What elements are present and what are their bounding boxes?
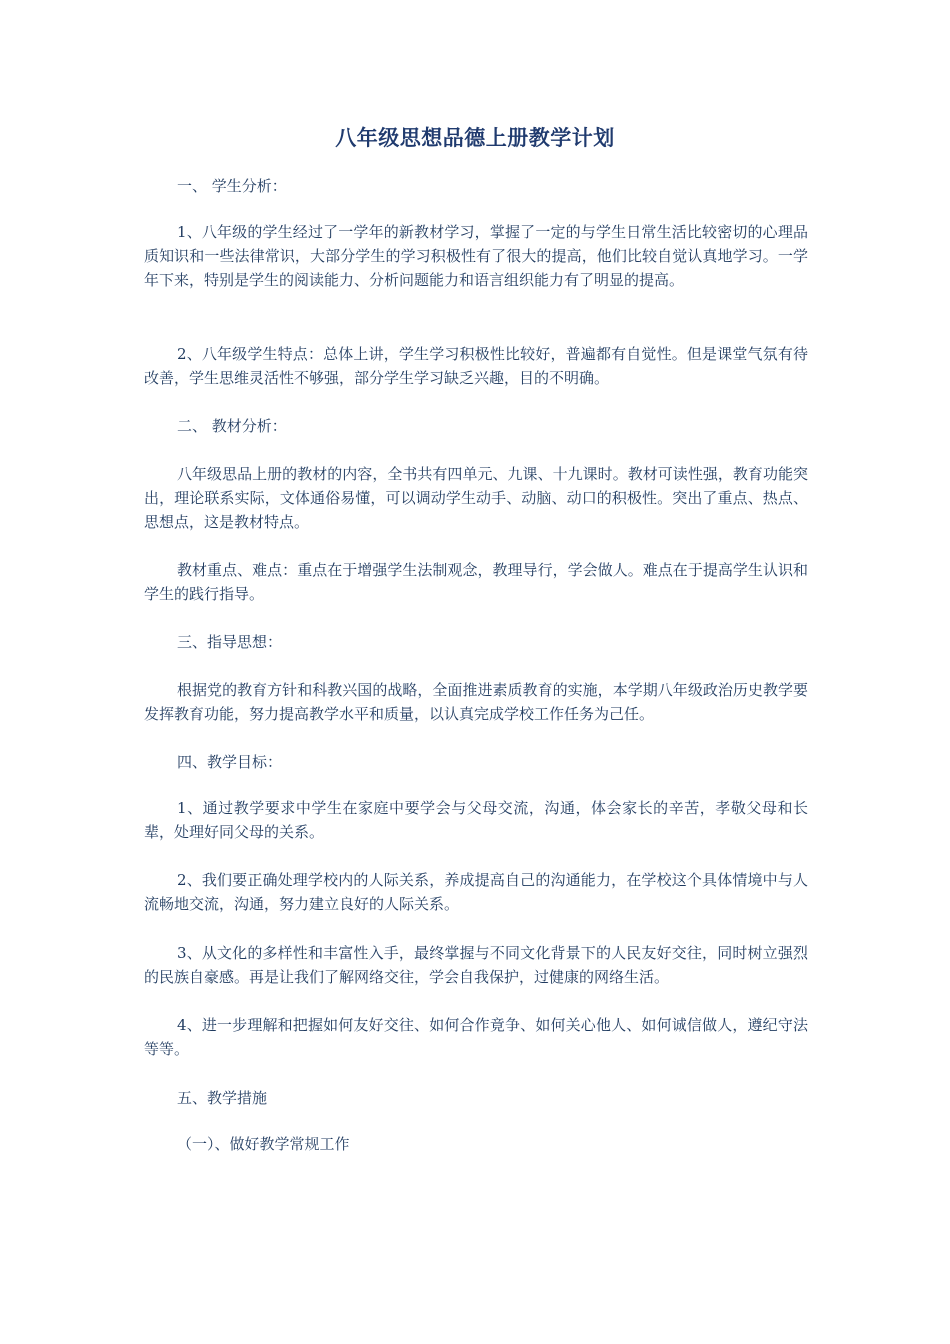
section-heading-guiding-ideology: 三、指导思想：	[177, 633, 283, 651]
section-heading-teaching-measures: 五、教学措施	[177, 1089, 268, 1107]
document-title: 八年级思想品德上册教学计划	[335, 125, 615, 150]
section-heading-textbook-analysis: 二、 教材分析：	[177, 417, 287, 435]
paragraph-student-analysis-2: 2、八年级学生特点：总体上讲，学生学习积极性比较好，普遍都有自觉性。但是课堂气氛有待改善，学生思维灵活性不够强，部分学生学习缺乏兴趣，目的不明确。	[144, 345, 808, 387]
paragraph-textbook-analysis-1: 八年级思品上册的教材的内容，全书共有四单元、九课、十九课时。教材可读性强，教育功能突出，理论联系实际，文体通俗易懂，可以调动学生动手、动脑、动口的积极性。突出了重点、热点、思想点，这是教材特点。	[144, 465, 808, 531]
paragraph-teaching-goal-4: 4、进一步理解和把握如何友好交往、如何合作竟争、如何关心他人、如何诚信做人，遵纪守法等等。	[144, 1016, 808, 1058]
subsection-heading-routine-work: （一）、做好教学常规工作	[177, 1135, 350, 1153]
paragraph-student-analysis-1: 1、八年级的学生经过了一学年的新教材学习，掌握了一定的与学生日常生活比较密切的心理品质知识和一些法律常识，大部分学生的学习积极性有了很大的提高，他们比较自觉认真地学习。一学年下来，特别是学生的阅读能力、分析问题能力和语言组织能力有了明显的提高。	[144, 223, 808, 289]
paragraph-teaching-goal-3: 3、从文化的多样性和丰富性入手，最终掌握与不同文化背景下的人民友好交往，同时树立强烈的民族自豪感。再是让我们了解网络交往，学会自我保护，过健康的网络生活。	[144, 944, 808, 986]
section-heading-teaching-goals: 四、教学目标：	[177, 753, 283, 771]
section-heading-student-analysis: 一、 学生分析：	[177, 177, 287, 195]
paragraph-teaching-goal-1: 1、通过教学要求中学生在家庭中要学会与父母交流，沟通，体会家长的辛苦，孝敬父母和长辈，处理好同父母的关系。	[144, 799, 808, 841]
paragraph-guiding-ideology: 根据党的教育方针和科教兴国的战略，全面推进素质教育的实施，本学期八年级政治历史教学要发挥教育功能，努力提高教学水平和质量，以认真完成学校工作任务为己任。	[144, 681, 808, 723]
paragraph-teaching-goal-2: 2、我们要正确处理学校内的人际关系，养成提高自己的沟通能力，在学校这个具体情境中与人流畅地交流，沟通，努力建立良好的人际关系。	[144, 871, 808, 913]
paragraph-textbook-analysis-2: 教材重点、难点：重点在于增强学生法制观念，教理导行，学会做人。难点在于提高学生认识和学生的践行指导。	[144, 561, 808, 603]
